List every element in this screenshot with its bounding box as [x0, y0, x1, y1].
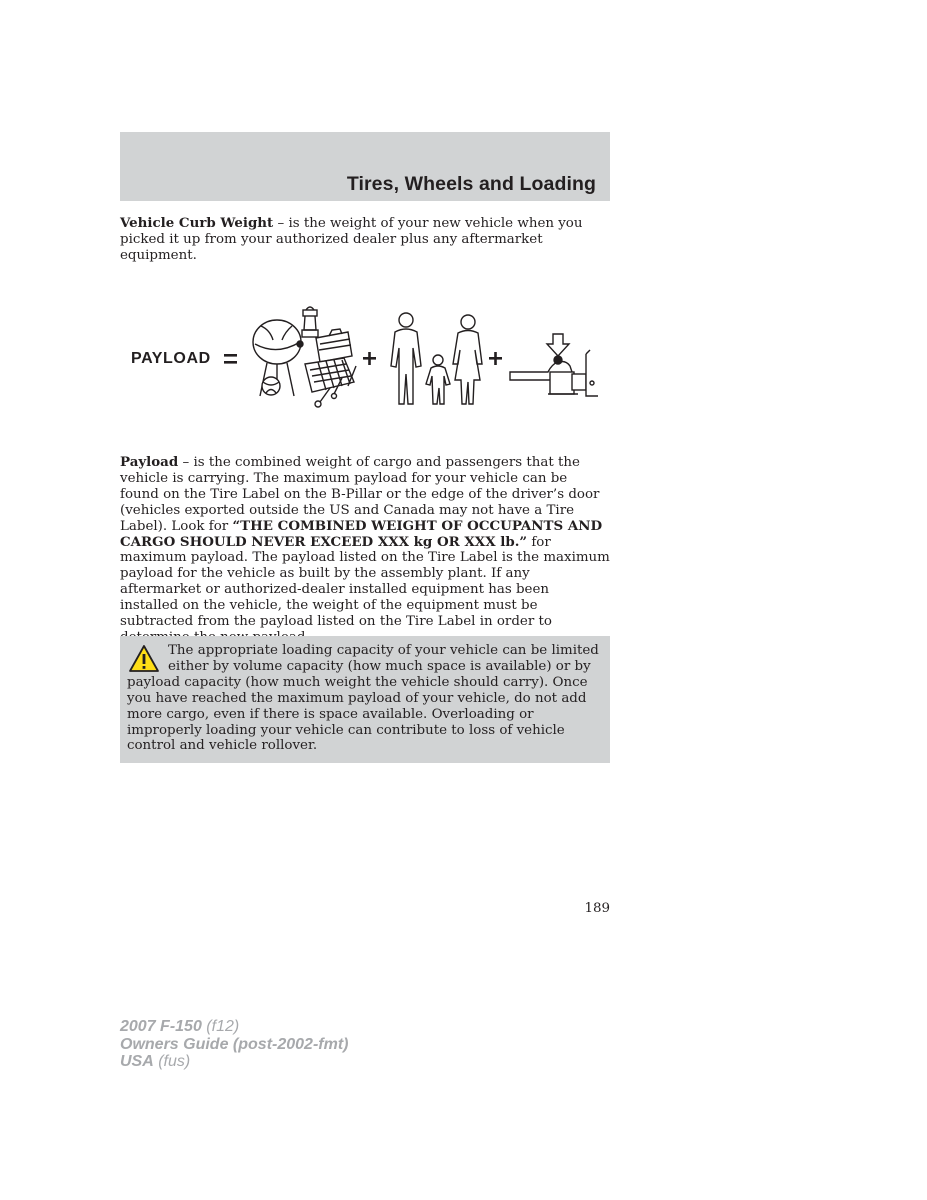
warning-text-content: The appropriate loading capacity of your vehicle can be limited either by volume capacity (how much space is available) or by payload capacity (how much weight the vehicle should carry). Once you have reached the maximum payload of your vehicle, do not add more cargo, even if there is space available. Overloading or improperly loading your vehicle can contribute to loss of vehicle control and vehicle rollover.	[127, 643, 599, 754]
plus-sign-icon	[363, 352, 376, 365]
payload-label-quote: “THE COMBINED WEIGHT OF OCCUPANTS AND CARGO SHOULD NEVER EXCEED XXX kg OR XXX lb.”	[120, 517, 603, 550]
payload-label: PAYLOAD	[131, 350, 211, 367]
section-title: Tires, Wheels and Loading	[346, 173, 596, 195]
plus-sign-icon	[489, 352, 502, 365]
payload-illustration-graphics	[120, 300, 610, 412]
footer-model: 2007 F-150	[120, 1018, 202, 1035]
payload-text-start: – is the combined weight of cargo and passengers that the vehicle is carrying. The maximum payload for your vehicle can be found on the Tire Label on the B-Pillar or the edge of the driver’s door (vehicles exported outside the US and Canada may not have a Tire Label). Look for	[120, 455, 600, 534]
passengers-icon	[391, 313, 482, 404]
equals-sign-icon	[224, 354, 237, 364]
footer-market-code: (fus)	[153, 1053, 191, 1070]
warning-text	[127, 643, 599, 754]
warning-box	[120, 636, 610, 763]
curb-weight-definition: – is the weight of your new vehicle when you picked it up from your authorized dealer plus any aftermarket equipment.	[120, 216, 583, 263]
payload-paragraph	[120, 455, 610, 646]
payload-text-end: for maximum payload. The payload listed on the Tire Label is the maximum payload for the vehicle as built by the assembly plant. If any aftermarket or authorized-dealer installed equipment has been installed on the vehicle, the weight of the equipment must be subtracted from the payload listed on the Tire Label in order to	[120, 534, 610, 630]
payload-term: Payload	[120, 454, 179, 470]
footer-line-guide: Owners Guide (post-2002-fmt)	[120, 1035, 349, 1053]
footer-market: USA	[120, 1053, 154, 1070]
document-footer	[120, 1018, 348, 1071]
page-number: 189	[584, 901, 610, 916]
curb-weight-term: Vehicle Curb Weight	[120, 215, 274, 231]
curb-weight-paragraph	[120, 216, 610, 264]
trailer-hitch-icon	[510, 334, 598, 396]
footer-model-code: (f12)	[201, 1018, 240, 1035]
payload-illustration	[120, 300, 610, 412]
footer-line-model	[120, 1018, 348, 1036]
footer-line-market	[120, 1053, 348, 1071]
cargo-icon	[253, 307, 356, 407]
section-header-bar	[120, 132, 610, 201]
